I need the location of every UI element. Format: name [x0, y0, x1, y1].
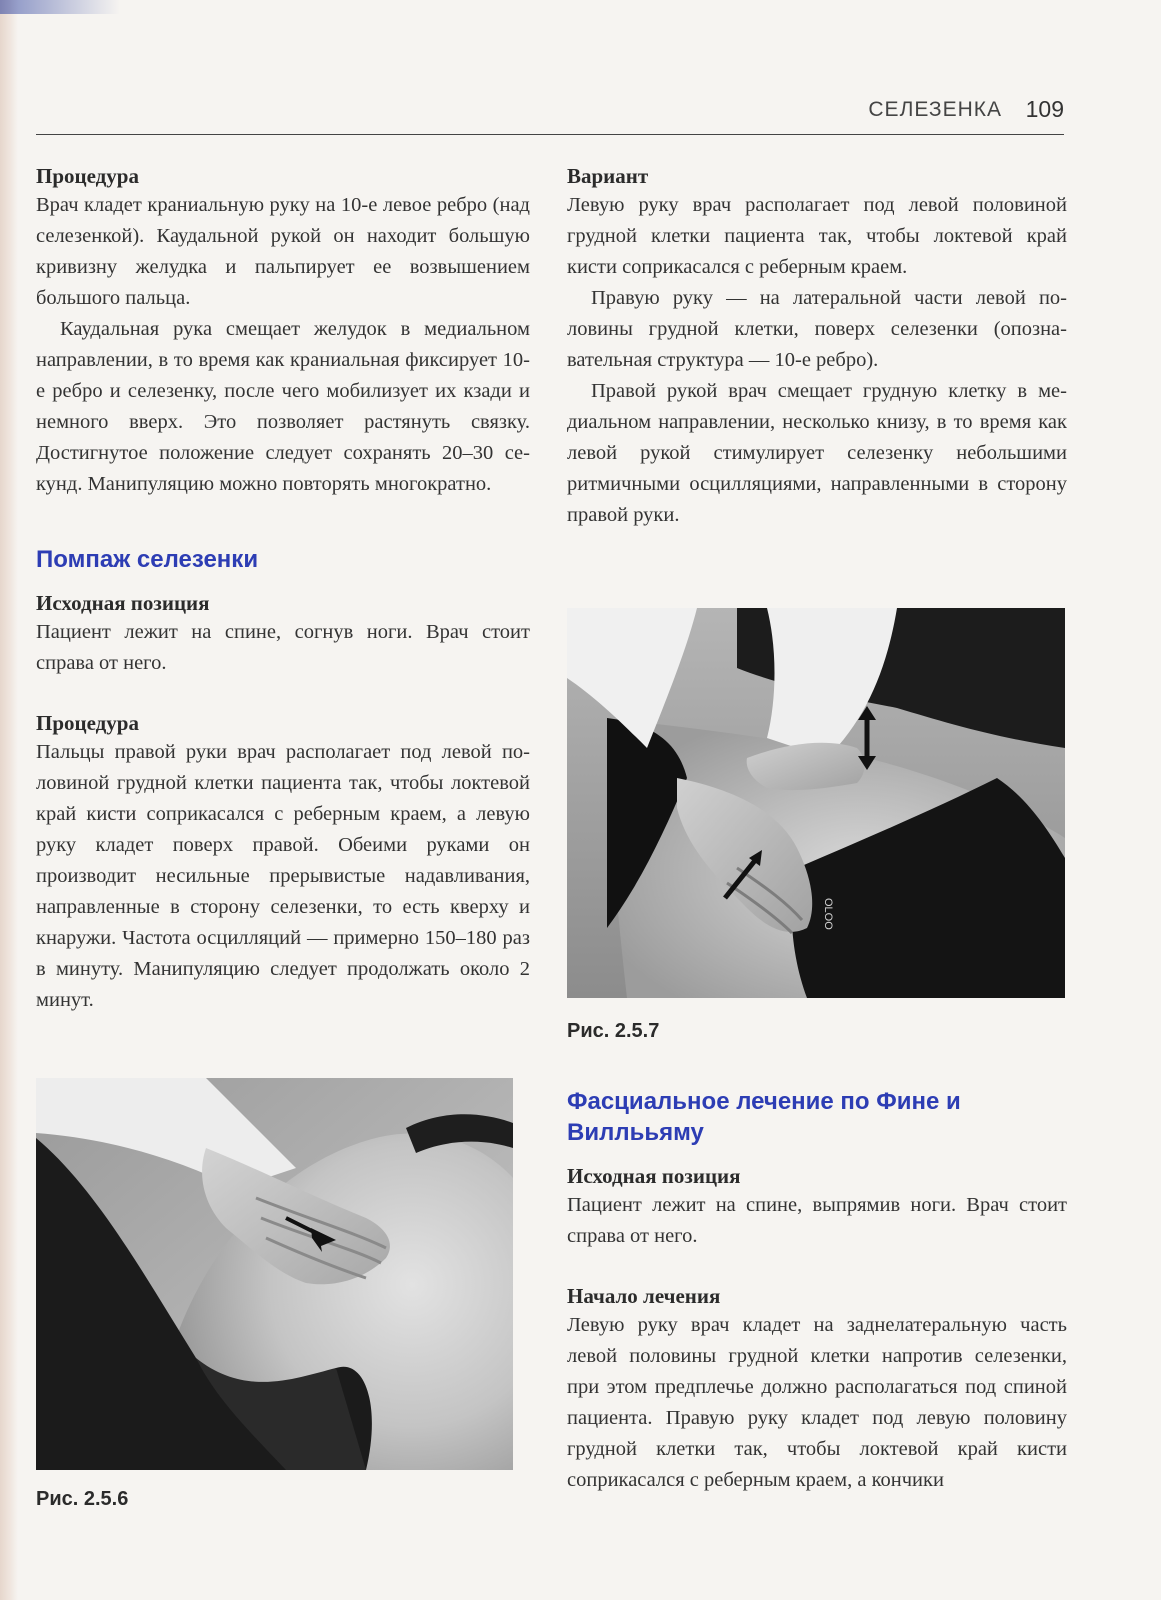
right-column-top — [567, 162, 1067, 531]
procedure-text: Пальцы правой руки врач располагает под левой половиной грудной клетки пациента так, чтобы локтевой край кисти соприкасался с реберным краем, а левую руку кладет поверх правой. Обеими руками он производит несильные прерывистые надавливания, направленные в сторону селезенки, то есть кверху и кнаружи. Частота осцилляций — примерно 150–180 раз в минуту. Манипуляцию следует продолжать около 2 минут. — [36, 741, 530, 1011]
page-edge — [0, 0, 18, 1600]
section-heading-pompage: Помпаж селезенки — [36, 546, 259, 573]
figure-2-5-6-caption: Рис. 2.5.6 — [36, 1488, 129, 1510]
procedure-paragraph: Каудальная рука смещает желудок в медиальном направлении, в то время как краниальная фиксирует 10-е ребро и селезенку, после чего мобилизует их кзади и немного вверх. Это позволяет растянуть связку. Достигнутое положение следует сохранять 20–30 секунд. Манипуляцию можно повторять многократно. — [36, 318, 530, 495]
variant-heading: Вариант — [567, 164, 649, 188]
corner-mark — [0, 0, 120, 14]
procedure-heading: Процедура — [36, 711, 139, 735]
procedure-heading: Процедура — [36, 164, 139, 188]
procedure-paragraph: Врач кладет краниальную руку на 10-е левое ребро (над селезенкой). Каудальной рукой он находит большую кривизну желудка и пальпирует ее возвышением большого пальца. — [36, 194, 530, 309]
right-column-bottom — [567, 1086, 1067, 1496]
start-position-text: Пациент лежит на спине, согнув ноги. Врач стоит справа от него. — [36, 621, 530, 674]
figure-2-5-6-photo — [36, 1078, 513, 1470]
section-heading-fascial: Фасциальное лечение по Фине и Виллььяму — [567, 1088, 961, 1146]
treatment-start-heading: Начало лечения — [567, 1284, 721, 1308]
start-position-text: Пациент лежит на спине, выпрямив ноги. Врач стоит справа от него. — [567, 1194, 1067, 1247]
variant-paragraph: Левую руку врач располагает под левой половиной грудной клетки пациента так, чтобы локтевой край кисти соприкасался с реберным краем. — [567, 194, 1067, 278]
garment-label: OLOO — [822, 898, 834, 930]
variant-paragraph: Правую руку — на латеральной части левой половины грудной клетки, поверх селезенки (опознавательная структура — 10-е ребро). — [567, 287, 1067, 371]
start-position-heading: Исходная позиция — [567, 1164, 741, 1188]
left-column — [36, 162, 530, 1016]
treatment-start-text: Левую руку врач кладет на заднелатеральную часть левой половины грудной клетки напротив селезенки, при этом предплечье должно располагаться под спиной пациента. Правую руку кладет под левую половину грудной клетки так, чтобы локтевой край кисти соприкасался с реберным краем, а кончики — [567, 1314, 1067, 1491]
variant-paragraph: Правой рукой врач смещает грудную клетку в медиальном направлении, несколько книзу, в то время как левой рукой стимулирует селезенку небольшими ритмичными осцилляциями, направленными в сторону правой руки. — [567, 380, 1067, 526]
figure-2-5-7-illustration — [567, 608, 1065, 998]
figure-2-5-7-caption: Рис. 2.5.7 — [567, 1020, 660, 1042]
start-position-heading: Исходная позиция — [36, 591, 210, 615]
figure-2-5-7-photo — [567, 608, 1065, 998]
figure-2-5-6-illustration — [36, 1078, 513, 1470]
running-head-title: СЕЛЕЗЕНКА — [868, 98, 1002, 121]
running-head — [36, 94, 1064, 135]
page-number: 109 — [1025, 96, 1064, 122]
